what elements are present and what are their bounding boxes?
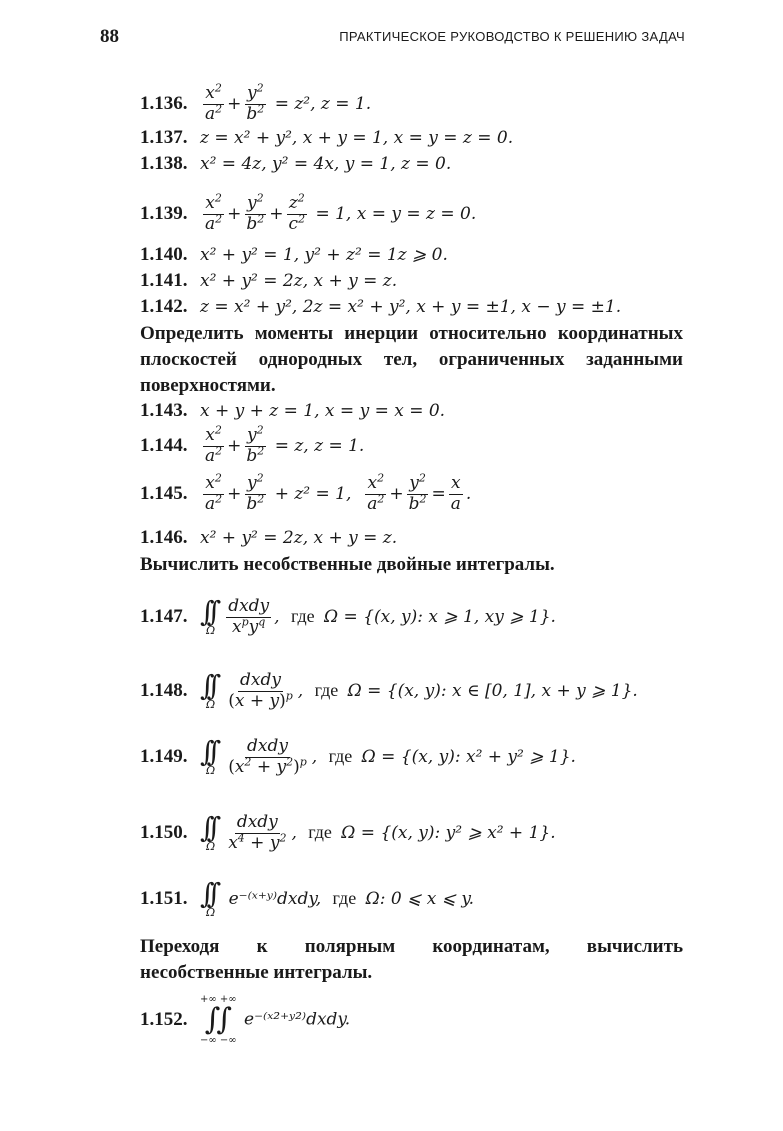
where-word: где: [314, 679, 339, 700]
problem-number: 1.144.: [140, 435, 188, 456]
fraction: $\frac{y^2}{b^2}$: [246, 81, 265, 124]
formula: ∫∫ Ω e⁻⁽ˣ⁺ʸ⁾dxdy, где Ω: 0 ⩽ x ⩽ y.: [200, 876, 475, 919]
problem-number: 1.142.: [140, 296, 188, 317]
running-title: ПРАКТИЧЕСКОЕ РУКОВОДСТВО К РЕШЕНИЮ ЗАДАЧ: [339, 29, 685, 44]
formula: [200, 994, 350, 1046]
problem-number: 1.136.: [140, 93, 188, 114]
formula-mid: + z² = 1,: [274, 483, 352, 504]
where-word: где: [308, 821, 332, 842]
problem-1-136: [140, 82, 683, 126]
formula: ∫∫ Ω $\frac{\text{dxdy}}{(x^2 + y^2)^p}$ , где Ω = {(x, y): x² + y² ⩾ 1}.: [200, 734, 576, 777]
problem-1-139: [140, 190, 683, 238]
where-word: где: [290, 605, 315, 626]
formula: x² + y² = 1, y² + z² = 1z ⩾ 0.: [200, 245, 448, 265]
problem-1-145: [140, 472, 683, 516]
problem-number: 1.151.: [140, 888, 188, 909]
problem-number: 1.145.: [140, 483, 188, 504]
instruction-improper: Вычислить несобственные двойные интегралы.: [140, 554, 555, 575]
problem-number: 1.139.: [140, 203, 188, 224]
problem-1-146: [140, 526, 683, 550]
problem-1-142: [140, 295, 683, 319]
formula: $\frac{x^2}{a^2}$ + $\frac{y^2}{b^2}$ = z, z = 1.: [205, 423, 365, 466]
problem-1-148: [140, 664, 683, 718]
integrand: e⁻⁽ˣ⁺ʸ⁾dxdy,: [228, 888, 322, 909]
instruction-polar: Переходя к полярным координатам, вычислить несобственные интегралы.: [140, 936, 683, 983]
formula-tail: = 1, x = y = z = 0.: [315, 203, 477, 224]
problem-number: 1.140.: [140, 244, 188, 265]
formula: x² + y² = 2z, x + y = z.: [200, 528, 398, 548]
problem-number: 1.149.: [140, 746, 188, 767]
problem-number: 1.143.: [140, 400, 188, 421]
formula: x² + y² = 2z, x + y = z.: [200, 271, 398, 291]
problem-1-144: [140, 424, 683, 468]
problem-number: 1.152.: [140, 1009, 188, 1030]
domain-set: Ω: 0 ⩽ x ⩽ y.: [365, 888, 475, 909]
formula: $\frac{x^2}{a^2}$ + $\frac{y^2}{b^2}$ = z², z = 1.: [205, 81, 372, 124]
formula: z = x² + y², x + y = 1, x = y = z = 0.: [200, 128, 514, 148]
problem-1-140: [140, 243, 683, 267]
formula-tail: = z, z = 1.: [274, 435, 365, 456]
domain-set: Ω = {(x, y): x ∈ [0, 1], x + y ⩾ 1}.: [347, 680, 638, 701]
formula: x² = 4z, y² = 4x, y = 1, z = 0.: [200, 154, 452, 174]
formula: ∫∫ Ω $\frac{\text{dxdy}}{(x + y)^p}$ , где Ω = {(x, y): x ∈ [0, 1], x + y ⩾ 1}.: [200, 668, 638, 711]
upper-limits: +∞ +∞: [200, 994, 237, 1005]
problem-1-141: [140, 269, 683, 293]
problem-number: 1.146.: [140, 527, 188, 548]
formula: ∫∫ Ω $\frac{\text{dxdy}}{x^py^q}$ , где Ω = {(x, y): x ⩾ 1, xy ⩾ 1}.: [200, 594, 556, 637]
domain-set: Ω = {(x, y): x ⩾ 1, xy ⩾ 1}.: [324, 606, 556, 627]
domain-set: Ω = {(x, y): y² ⩾ x² + 1}.: [341, 822, 556, 843]
problem-1-137: [140, 126, 683, 150]
formula: $\frac{x^2}{a^2}$ + $\frac{y^2}{b^2}$ + z² = 1, $\frac{x^2}{a^2}$ + $\frac{y^2}{b^2}$ = $\frac{x}{a}$ .: [205, 471, 472, 514]
problem-number: 1.147.: [140, 606, 188, 627]
problem-1-138: [140, 152, 683, 176]
page-number: 88: [100, 26, 119, 47]
instruction-moments: Определить моменты инерции относительно координатных плоскостей однородных тел, ограниченных заданными поверхностями.: [140, 323, 683, 396]
problem-1-150: [140, 806, 683, 860]
where-word: где: [328, 745, 353, 766]
problem-1-152: [140, 990, 683, 1050]
page-header: [100, 26, 685, 50]
problem-1-151: [140, 876, 683, 922]
problem-number: 1.150.: [140, 822, 188, 843]
problem-number: 1.138.: [140, 153, 188, 174]
where-word: где: [332, 887, 357, 908]
problem-number: 1.141.: [140, 270, 188, 291]
formula-tail: = z², z = 1.: [274, 93, 372, 114]
problem-number: 1.137.: [140, 127, 188, 148]
problem-1-149: [140, 730, 683, 784]
iterated-integral-sign: +∞ +∞ ∫∫ −∞ −∞: [200, 994, 237, 1046]
domain-set: Ω = {(x, y): x² + y² ⩾ 1}.: [361, 746, 576, 767]
problem-number: 1.148.: [140, 680, 188, 701]
lower-limits: −∞ −∞: [200, 1035, 237, 1046]
formula: ∫∫ Ω $\frac{\text{dxdy}}{x^4 + y^2}$ , где Ω = {(x, y): y² ⩾ x² + 1}.: [200, 810, 556, 853]
formula: x + y + z = 1, x = y = x = 0.: [200, 401, 446, 421]
formula: $\frac{x^2}{a^2}$ + $\frac{y^2}{b^2}$ + $\frac{z^2}{c^2}$ = 1, x = y = z = 0.: [205, 191, 477, 234]
problem-1-147: [140, 590, 683, 644]
fraction: $\frac{x^2}{a^2}$: [205, 81, 223, 124]
integrand: e⁻⁽ˣ²⁺ʸ²⁾dxdy.: [244, 1009, 351, 1030]
problem-1-143: [140, 399, 683, 423]
double-integral-sign: ∫∫ Ω: [200, 594, 216, 637]
formula: z = x² + y², 2z = x² + y², x + y = ±1, x − y = ±1.: [200, 297, 622, 317]
